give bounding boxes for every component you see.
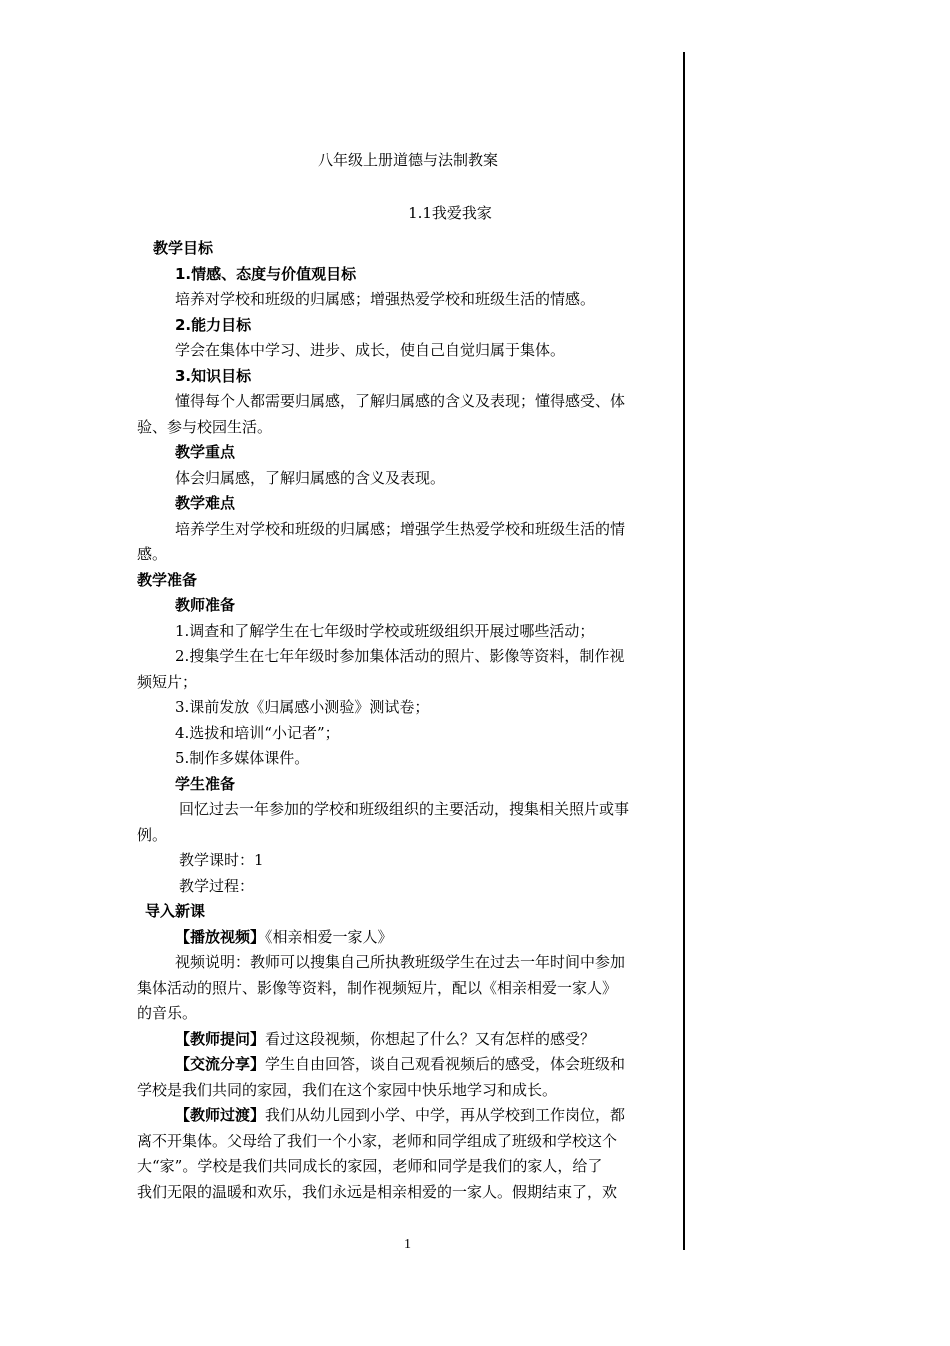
goal1-heading: 1.情感、态度与价值观目标: [175, 264, 357, 283]
teacher-prep-item-3: 3.课前发放《归属感小测验》测试卷；: [175, 698, 430, 716]
goal2-text: 学会在集体中学习、进步、成长，使自己自觉归属于集体。: [175, 341, 566, 359]
teacher-prep-heading: 教师准备: [175, 596, 236, 614]
goal3-text-line1: 懂得每个人都需要归属感，了解归属感的含义及表现；懂得感受、体: [175, 392, 626, 410]
document-title: 八年级上册道德与法制教案: [317, 151, 498, 169]
page-number: 1: [404, 1237, 411, 1252]
document-body: [137, 150, 679, 1205]
teacher-prep-item-2-line1: 2.搜集学生在七年年级时参加集体活动的照片、影像等资料，制作视: [175, 647, 625, 665]
student-prep-line2: 例。: [137, 825, 168, 844]
key-point-heading: 教学重点: [175, 443, 236, 461]
student-prep-line1: 回忆过去一年参加的学校和班级组织的主要活动，搜集相关照片或事: [179, 800, 630, 818]
transition-text-line4: 我们无限的温暖和欢乐，我们永远是相亲相爱的一家人。假期结束了，欢: [137, 1182, 618, 1201]
transition-text-line3: 大“家”。学校是我们共同成长的家园，老师和同学是我们的家人，给了: [137, 1157, 603, 1175]
teacher-prep-item-2-line2: 频短片；: [137, 672, 198, 691]
difficulty-text-line1: 培养学生对学校和班级的归属感；增强学生热爱学校和班级生活的情: [175, 519, 626, 538]
lesson-title: 1.1我爱我家: [408, 204, 492, 222]
video-note-line1: 视频说明：教师可以搜集自己所执教班级学生在过去一年时间中参加: [175, 953, 626, 971]
play-video-paragraph: [137, 925, 679, 951]
teaching-process: 教学过程：: [179, 876, 255, 895]
difficulty-text-line2: 感。: [137, 545, 168, 563]
student-prep-heading: 学生准备: [175, 774, 236, 793]
goal3-text-line2: 验、参与校园生活。: [137, 417, 273, 436]
goal3-heading: 3.知识目标: [175, 366, 252, 385]
goal2-heading: 2.能力目标: [175, 315, 252, 334]
share-text-line2: 学校是我们共同的家园，我们在这个家园中快乐地学习和成长。: [137, 1080, 558, 1099]
teacher-ask-text: 看过这段视频，你想起了什么？又有怎样的感受？: [265, 1029, 596, 1048]
video-note-line3: 的音乐。: [137, 1004, 198, 1022]
transition-tag: 【教师过渡】: [175, 1106, 266, 1124]
transition-paragraph-line1: [137, 1103, 679, 1129]
play-video-tag: 【播放视频】: [175, 927, 266, 946]
intro-heading: 导入新课: [145, 902, 206, 920]
transition-text-line2: 离不开集体。父母给了我们一个小家，老师和同学组成了班级和学校这个: [137, 1131, 618, 1150]
key-point-text: 体会归属感，了解归属感的含义及表现。: [175, 468, 446, 487]
play-video-text: 《相亲相爱一家人》: [265, 927, 393, 946]
teacher-prep-item-5: 5.制作多媒体课件。: [175, 749, 310, 767]
difficulty-heading: 教学难点: [175, 494, 236, 512]
class-hours: 教学课时：1: [179, 851, 264, 869]
teacher-ask-paragraph: [137, 1027, 679, 1053]
teacher-prep-item-4: 4.选拔和培训“小记者”；: [175, 723, 340, 742]
margin-rule: [683, 52, 685, 1250]
goal1-text: 培养对学校和班级的归属感；增强热爱学校和班级生活的情感。: [175, 290, 596, 308]
section-heading-goals: 教学目标: [153, 239, 214, 257]
transition-text-line1: 我们从幼儿园到小学、中学，再从学校到工作岗位，都: [265, 1106, 626, 1124]
teacher-prep-item-1: 1.调查和了解学生在七年级时学校或班级组织开展过哪些活动；: [175, 621, 595, 640]
share-text-line1: 学生自由回答，谈自己观看视频后的感受，体会班级和: [265, 1055, 626, 1073]
share-tag: 【交流分享】: [175, 1055, 266, 1073]
section-heading-prep: 教学准备: [137, 570, 198, 589]
teacher-ask-tag: 【教师提问】: [175, 1029, 266, 1048]
share-paragraph-line1: [137, 1052, 679, 1078]
video-note-line2: 集体活动的照片、影像等资料，制作视频短片，配以《相亲相爱一家人》: [137, 978, 618, 997]
